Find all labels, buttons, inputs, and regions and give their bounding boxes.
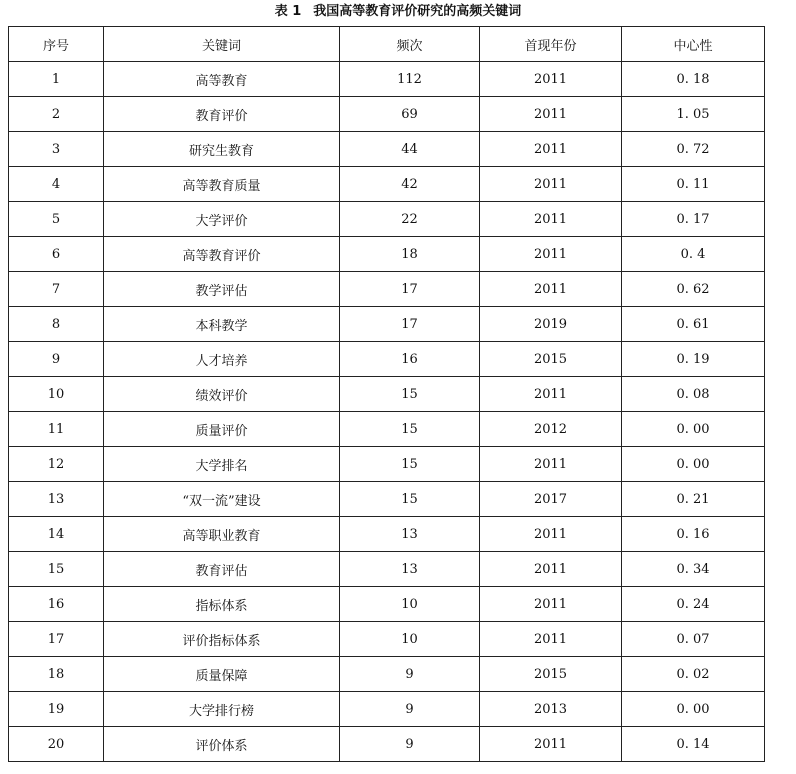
cell-centrality: 0. 21 [622,482,765,517]
cell-keyword: 高等教育评价 [104,237,340,272]
cell-keyword: 质量保障 [104,657,340,692]
table-row [9,272,765,307]
cell-first-year: 2011 [480,552,622,587]
table-row [9,132,765,167]
cell-frequency: 13 [340,517,480,552]
table-header-row [9,27,765,62]
cell-index: 2 [9,97,104,132]
cell-keyword: 评价体系 [104,727,340,762]
cell-first-year: 2011 [480,587,622,622]
cell-frequency: 22 [340,202,480,237]
cell-frequency: 15 [340,447,480,482]
cell-frequency: 9 [340,727,480,762]
cell-index: 4 [9,167,104,202]
header-index: 序号 [9,27,104,62]
cell-frequency: 15 [340,412,480,447]
cell-centrality: 0. 00 [622,447,765,482]
cell-first-year: 2011 [480,237,622,272]
cell-index: 12 [9,447,104,482]
cell-keyword: 大学评价 [104,202,340,237]
cell-centrality: 0. 00 [622,412,765,447]
cell-keyword: “双一流”建设 [104,482,340,517]
cell-keyword: 研究生教育 [104,132,340,167]
cell-first-year: 2019 [480,307,622,342]
cell-frequency: 15 [340,482,480,517]
cell-first-year: 2011 [480,622,622,657]
cell-first-year: 2011 [480,272,622,307]
table-number: 表 1 [274,4,302,19]
keyword-table [8,26,765,762]
cell-centrality: 0. 17 [622,202,765,237]
cell-index: 20 [9,727,104,762]
cell-frequency: 17 [340,272,480,307]
cell-keyword: 人才培养 [104,342,340,377]
cell-centrality: 0. 61 [622,307,765,342]
cell-first-year: 2011 [480,447,622,482]
cell-first-year: 2011 [480,377,622,412]
cell-centrality: 0. 18 [622,62,765,97]
cell-frequency: 10 [340,622,480,657]
table-caption [0,2,796,22]
cell-index: 3 [9,132,104,167]
cell-first-year: 2011 [480,202,622,237]
cell-frequency: 13 [340,552,480,587]
table-row [9,552,765,587]
cell-frequency: 16 [340,342,480,377]
cell-index: 17 [9,622,104,657]
cell-centrality: 0. 19 [622,342,765,377]
cell-index: 8 [9,307,104,342]
cell-keyword: 本科教学 [104,307,340,342]
cell-keyword: 高等职业教育 [104,517,340,552]
table-row [9,482,765,517]
cell-centrality: 0. 34 [622,552,765,587]
cell-centrality: 0. 16 [622,517,765,552]
cell-keyword: 指标体系 [104,587,340,622]
table-row [9,587,765,622]
cell-index: 11 [9,412,104,447]
header-first-year: 首现年份 [480,27,622,62]
cell-index: 6 [9,237,104,272]
cell-first-year: 2015 [480,657,622,692]
cell-centrality: 0. 4 [622,237,765,272]
cell-frequency: 17 [340,307,480,342]
cell-centrality: 0. 11 [622,167,765,202]
cell-keyword: 教学评估 [104,272,340,307]
cell-first-year: 2011 [480,727,622,762]
cell-frequency: 9 [340,657,480,692]
cell-keyword: 评价指标体系 [104,622,340,657]
table-row [9,517,765,552]
cell-centrality: 1. 05 [622,97,765,132]
table-row [9,447,765,482]
header-frequency: 频次 [340,27,480,62]
cell-frequency: 18 [340,237,480,272]
cell-frequency: 42 [340,167,480,202]
table-body [9,62,765,762]
cell-first-year: 2017 [480,482,622,517]
cell-frequency: 15 [340,377,480,412]
table-row [9,377,765,412]
cell-index: 7 [9,272,104,307]
table-title: 我国高等教育评价研究的高频关键词 [313,4,522,19]
cell-first-year: 2011 [480,132,622,167]
cell-centrality: 0. 14 [622,727,765,762]
cell-first-year: 2011 [480,167,622,202]
table-row [9,202,765,237]
cell-index: 5 [9,202,104,237]
table-row [9,167,765,202]
cell-keyword: 教育评估 [104,552,340,587]
cell-centrality: 0. 72 [622,132,765,167]
table-row [9,62,765,97]
table-row [9,727,765,762]
cell-first-year: 2011 [480,62,622,97]
cell-index: 15 [9,552,104,587]
cell-centrality: 0. 07 [622,622,765,657]
table-row [9,237,765,272]
cell-keyword: 高等教育 [104,62,340,97]
table-row [9,412,765,447]
cell-centrality: 0. 08 [622,377,765,412]
header-keyword: 关键词 [104,27,340,62]
cell-first-year: 2011 [480,97,622,132]
cell-index: 18 [9,657,104,692]
cell-centrality: 0. 62 [622,272,765,307]
cell-frequency: 69 [340,97,480,132]
cell-first-year: 2013 [480,692,622,727]
cell-index: 1 [9,62,104,97]
cell-index: 14 [9,517,104,552]
table-row [9,622,765,657]
cell-first-year: 2011 [480,517,622,552]
cell-keyword: 大学排行榜 [104,692,340,727]
table-row [9,657,765,692]
cell-first-year: 2012 [480,412,622,447]
cell-frequency: 112 [340,62,480,97]
cell-centrality: 0. 24 [622,587,765,622]
cell-keyword: 教育评价 [104,97,340,132]
table-row [9,692,765,727]
cell-centrality: 0. 00 [622,692,765,727]
cell-frequency: 9 [340,692,480,727]
cell-frequency: 10 [340,587,480,622]
cell-index: 16 [9,587,104,622]
cell-centrality: 0. 02 [622,657,765,692]
cell-keyword: 绩效评价 [104,377,340,412]
cell-first-year: 2015 [480,342,622,377]
cell-frequency: 44 [340,132,480,167]
table-row [9,307,765,342]
cell-index: 13 [9,482,104,517]
header-centrality: 中心性 [622,27,765,62]
cell-keyword: 高等教育质量 [104,167,340,202]
cell-keyword: 大学排名 [104,447,340,482]
cell-index: 10 [9,377,104,412]
cell-index: 19 [9,692,104,727]
cell-index: 9 [9,342,104,377]
table-row [9,342,765,377]
cell-keyword: 质量评价 [104,412,340,447]
table-row [9,97,765,132]
